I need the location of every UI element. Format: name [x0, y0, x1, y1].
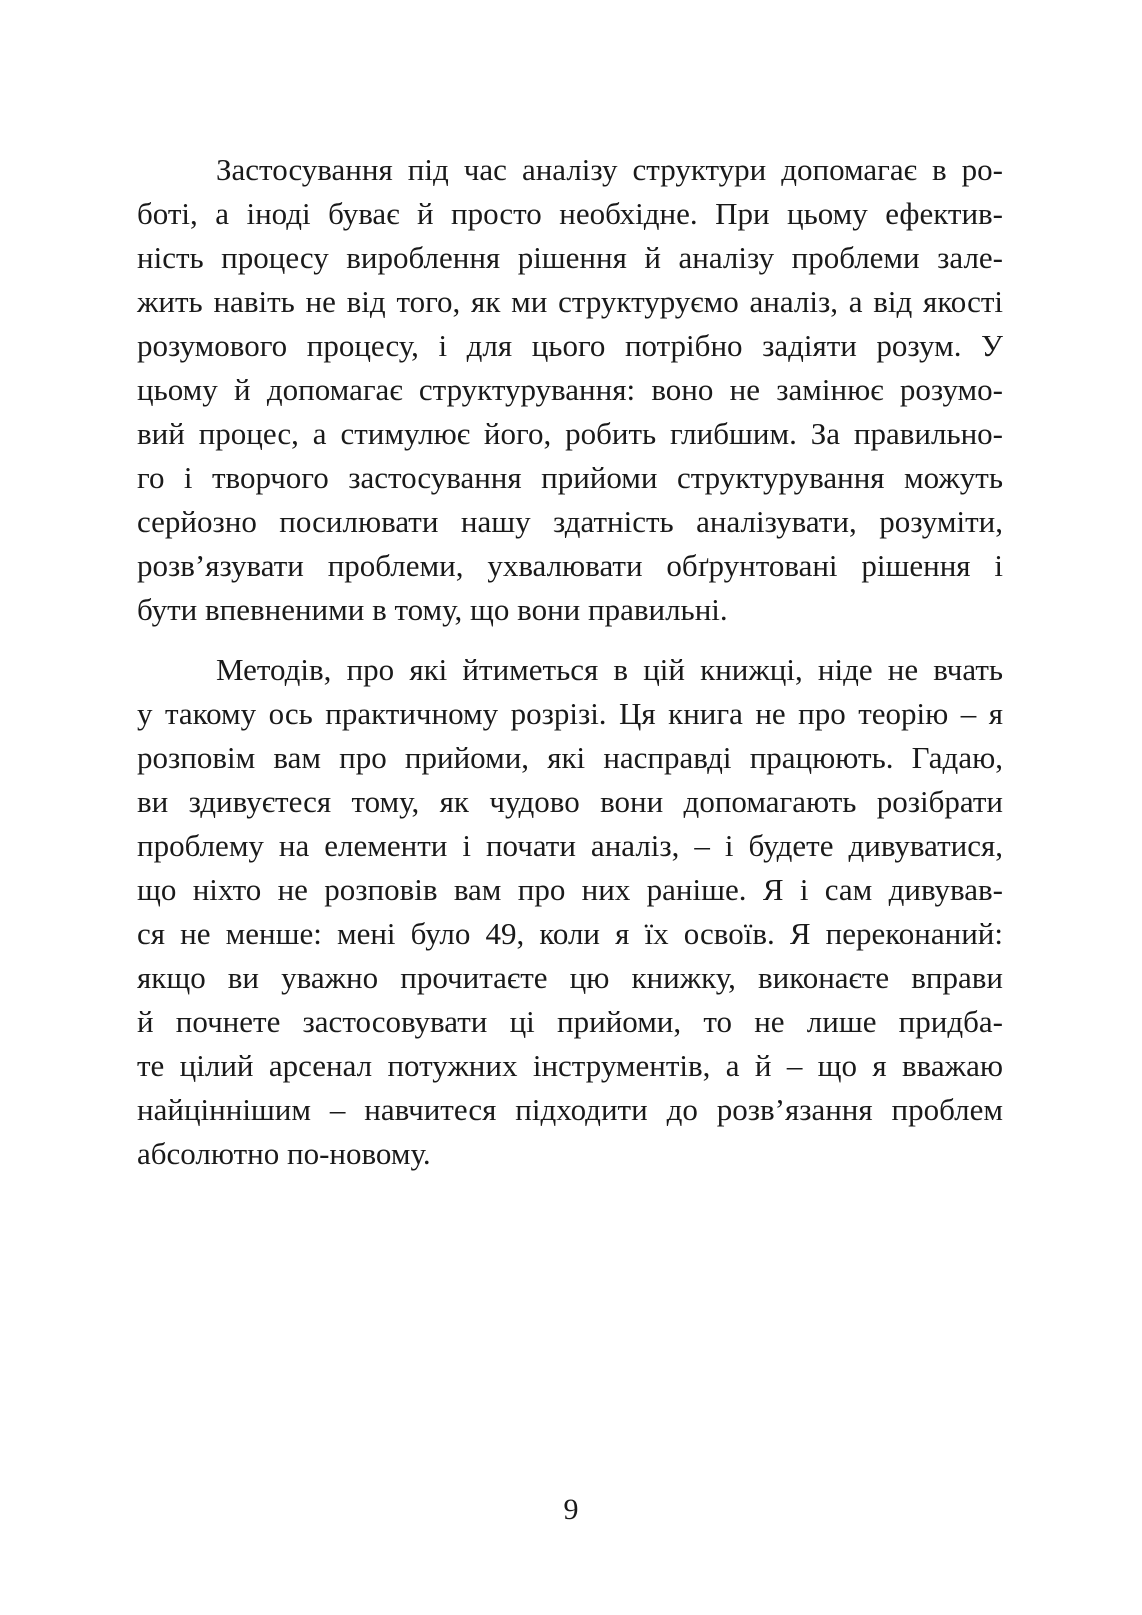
text-line: серйозно посилювати нашу здатність аналізувати, розуміти, [137, 504, 1003, 539]
text-line: розповім вам про прийоми, які насправді працюють. Гадаю, [137, 740, 1003, 775]
paragraph-2 [137, 648, 1003, 1176]
text-line: бути впевненими в тому, що вони правильні. [137, 592, 728, 627]
text-line: ви здивуєтеся тому, як чудово вони допомагають розібрати [137, 784, 1003, 819]
text-line: цьому й допомагає структурування: воно не замінює розумо- [137, 372, 1003, 407]
text-line: ність процесу вироблення рішення й аналізу проблеми зале- [137, 240, 1003, 275]
text-line: го і творчого застосування прийоми структурування можуть [137, 460, 1003, 495]
text-line: ся не менше: мені було 49, коли я їх освоїв. Я переконаний: [137, 916, 1003, 951]
text-line: проблему на елементи і почати аналіз, – і будете дивуватися, [137, 828, 1003, 863]
text-line: найціннішим – навчитеся підходити до розв’язання проблем [137, 1092, 1003, 1127]
text-line: Методів, про які йтиметься в цій книжці, ніде не вчать [216, 652, 1003, 687]
text-line: Застосування під час аналізу структури допомагає в ро- [216, 152, 1003, 187]
text-line: якщо ви уважно прочитаєте цю книжку, виконаєте вправи [137, 960, 1003, 995]
text-line: у такому ось практичному розрізі. Ця книга не про теорію – я [137, 696, 1003, 731]
text-line: абсолютно по-новому. [137, 1136, 431, 1171]
text-line: вий процес, а стимулює його, робить глибшим. За правильно- [137, 416, 1003, 451]
text-line: боті, а іноді буває й просто необхідне. При цьому ефектив- [137, 196, 1003, 231]
text-line: що ніхто не розповів вам про них раніше. Я і сам дивував- [137, 872, 1003, 907]
text-line: й почнете застосовувати ці прийоми, то не лише придба- [137, 1004, 1003, 1039]
text-line: розв’язувати проблеми, ухвалювати обґрунтовані рішення і [137, 548, 1003, 583]
body-text [137, 148, 1003, 1176]
text-line: те цілий арсенал потужних інструментів, а й – що я вважаю [137, 1048, 1003, 1083]
text-line: розумового процесу, і для цього потрібно задіяти розум. У [137, 328, 1003, 363]
page-number: 9 [563, 1493, 579, 1526]
text-line: жить навіть не від того, як ми структуруємо аналіз, а від якості [137, 284, 1003, 319]
paragraph-1 [137, 148, 1003, 632]
